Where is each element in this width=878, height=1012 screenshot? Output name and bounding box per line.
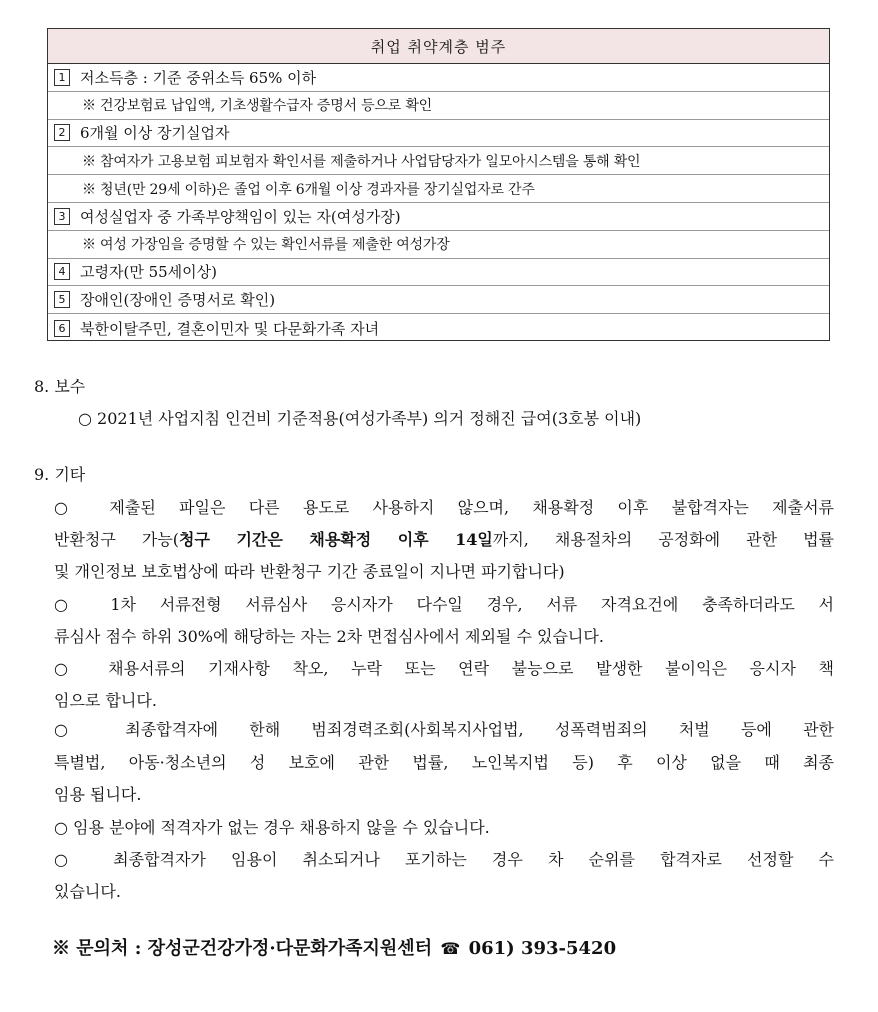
- category-row: [48, 64, 829, 92]
- box-title: 취업 취약계층 범주: [48, 29, 829, 64]
- text-run: 반환청구 가능(: [54, 530, 180, 549]
- contact-line: [52, 934, 616, 960]
- category-row: [48, 286, 829, 314]
- paragraph-line: 류심사 점수 하위 30%에 해당하는 자는 2차 면접심사에서 제외될 수 있습니다.: [54, 627, 604, 646]
- category-row: [48, 120, 829, 148]
- section-8-title: 8. 보수: [34, 377, 86, 396]
- paragraph-line: ○ 1차 서류전형 서류심사 응시자가 다수일 경우, 서류 자격요건에 충족하더라도 서: [54, 595, 834, 614]
- note-text: ※ 참여자가 고용보험 피보험자 확인서를 제출하거나 사업담당자가 일모아시스템을 통해 확인: [82, 153, 641, 170]
- category-row: [48, 314, 829, 342]
- note-text: ※ 청년(만 29세 이하)은 졸업 이후 6개월 이상 경과자를 장기실업자로 간주: [82, 181, 535, 198]
- number-badge: 1: [54, 69, 70, 86]
- contact-label: ※ 문의처 : 장성군건강가정·다문화가족지원센터: [52, 938, 433, 959]
- paragraph-line: ○ 최종합격자가 임용이 취소되거나 포기하는 경우 차 순위를 합격자로 선정할 수: [54, 850, 834, 869]
- category-text: 장애인(장애인 증명서로 확인): [80, 291, 276, 310]
- paragraph-line: 특별법, 아동·청소년의 성 보호에 관한 법률, 노인복지법 등) 후 이상 없을 때 최종: [54, 753, 834, 772]
- paragraph-line: 및 개인정보 보호법상에 따라 반환청구 기간 종료일이 지나면 파기합니다): [54, 562, 565, 581]
- number-badge: 5: [54, 291, 70, 308]
- category-note: [48, 231, 829, 259]
- vulnerable-groups-box: [47, 28, 830, 341]
- number-badge: 3: [54, 208, 70, 225]
- category-note: [48, 92, 829, 120]
- category-text: 저소득층 : 기준 중위소득 65% 이하: [80, 68, 317, 87]
- note-text: ※ 여성 가장임을 증명할 수 있는 확인서류를 제출한 여성가장: [82, 237, 450, 254]
- note-text: ※ 건강보험료 납입액, 기초생활수급자 증명서 등으로 확인: [82, 98, 433, 115]
- category-text: 고령자(만 55세이상): [80, 263, 217, 282]
- phone-icon: ☎: [440, 939, 461, 958]
- paragraph-line: ○ 제출된 파일은 다른 용도로 사용하지 않으며, 채용확정 이후 불합격자는 제출서류: [54, 498, 834, 517]
- paragraph-line: ○ 최종합격자에 한해 범죄경력조회(사회복지사업법, 성폭력범죄의 처벌 등에 관한: [54, 720, 834, 739]
- paragraph-line: [54, 527, 834, 550]
- category-text: 북한이탈주민, 결혼이민자 및 다문화가족 자녀: [80, 319, 380, 338]
- section-8-line: ○ 2021년 사업지침 인건비 기준적용(여성가족부) 의거 정해진 급여(3호봉 이내): [78, 409, 642, 428]
- number-badge: 4: [54, 263, 70, 280]
- text-run: 까지, 채용절차의 공정화에 관한 법률: [492, 530, 834, 549]
- paragraph-line: ○ 채용서류의 기재사항 착오, 누락 또는 연락 불능으로 발생한 불이익은 응시자 책: [54, 659, 834, 678]
- category-text: 여성실업자 중 가족부양책임이 있는 자(여성가장): [80, 207, 401, 226]
- category-note: [48, 147, 829, 175]
- paragraph-line: 임으로 합니다.: [54, 691, 157, 710]
- category-text: 6개월 이상 장기실업자: [80, 124, 230, 143]
- number-badge: 6: [54, 320, 70, 337]
- paragraph-line: 있습니다.: [54, 882, 121, 901]
- section-9-title: 9. 기타: [34, 465, 86, 484]
- category-row: [48, 259, 829, 287]
- bold-text-run: 청구 기간은 채용확정 이후 14일: [179, 530, 493, 549]
- paragraph-line: 임용 됩니다.: [54, 785, 142, 804]
- paragraph-line: ○ 임용 분야에 적격자가 없는 경우 채용하지 않을 수 있습니다.: [54, 818, 490, 837]
- contact-phone: 061) 393-5420: [468, 938, 617, 959]
- category-note: [48, 175, 829, 203]
- number-badge: 2: [54, 124, 70, 141]
- category-row: [48, 203, 829, 231]
